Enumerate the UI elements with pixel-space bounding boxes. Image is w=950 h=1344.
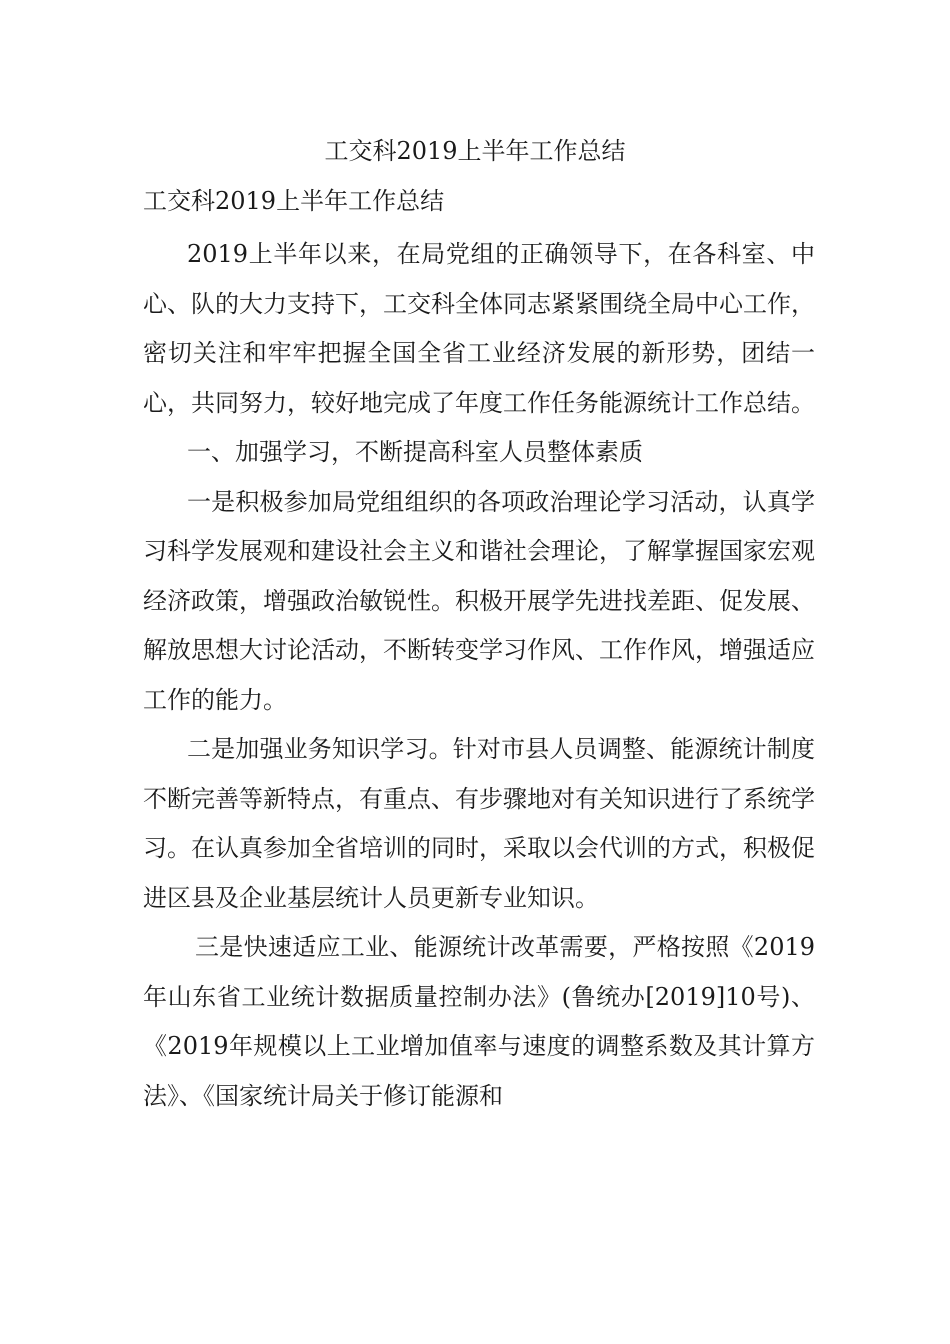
document-title: 工交科2019上半年工作总结 [324, 137, 626, 165]
section-heading-1: 一、加强学习，不断提高科室人员整体素质 [187, 438, 643, 466]
paragraph-intro: 2019上半年以来，在局党组的正确领导下，在各科室、中心、队的大力支持下，工交科全体同志紧紧围绕全局中心工作，密切关注和牢牢把握全国全省工业经济发展的新形势，团结一心，共同努力，较好地完成了年度工作任务能源统计工作总结。 [143, 240, 815, 417]
paragraph-study-2: 二是加强业务知识学习。针对市县人员调整、能源统计制度不断完善等新特点，有重点、有步骤地对有关知识进行了系统学习。在认真参加全省培训的同时，采取以会代训的方式，积极促进区县及企业基层统计人员更新专业知识。 [143, 735, 815, 912]
document-subtitle: 工交科2019上半年工作总结 [143, 187, 445, 215]
document-body [143, 230, 815, 1121]
paragraph-study-3: 三是快速适应工业、能源统计改革需要，严格按照《2019年山东省工业统计数据质量控制办法》(鲁统办[2019]10号)、《2019年规模以上工业增加值率与速度的调整系数及其计算方法》、《国家统计局关于修订能源和 [143, 933, 815, 1110]
paragraph-study-1: 一是积极参加局党组组织的各项政治理论学习活动，认真学习科学发展观和建设社会主义和谐社会理论，了解掌握国家宏观经济政策，增强政治敏锐性。积极开展学先进找差距、促发展、解放思想大讨论活动，不断转变学习作风、工作作风，增强适应工作的能力。 [143, 487, 815, 714]
